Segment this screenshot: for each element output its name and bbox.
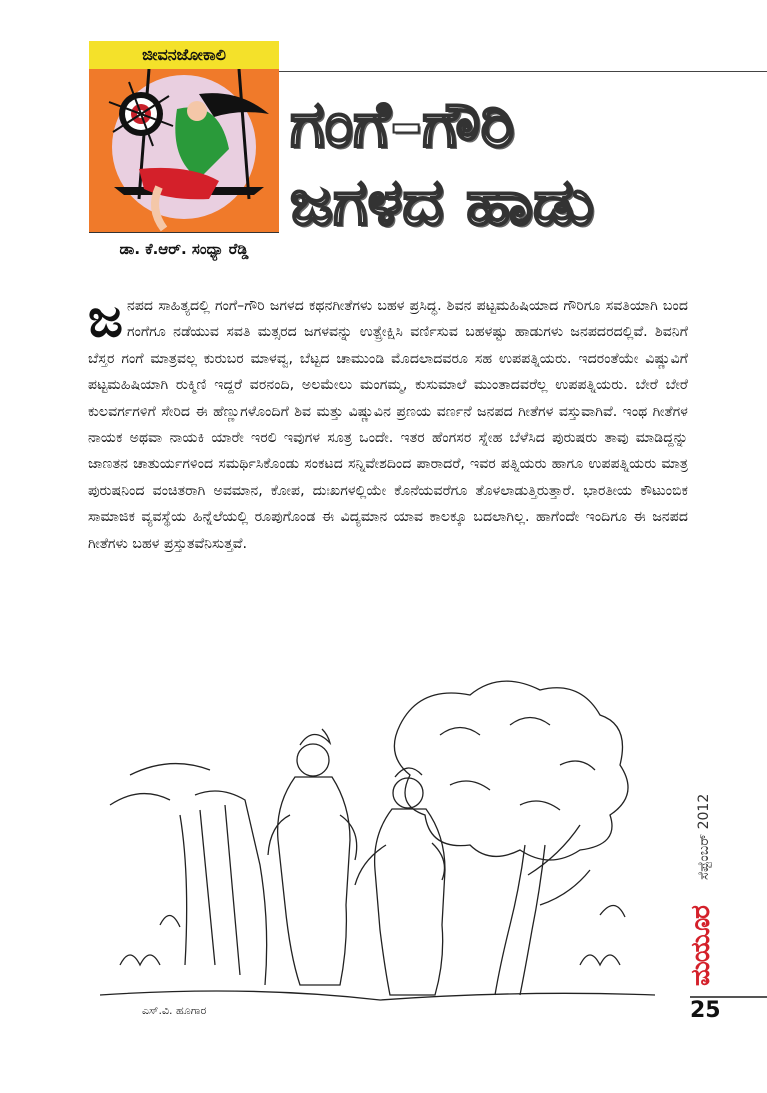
body-paragraph: ನಪದ ಸಾಹಿತ್ಯದಲ್ಲಿ ಗಂಗೆ–ಗೌರಿ ಜಗಳದ ಕಥನಗೀತೆಗಳು ಬಹಳ ಪ್ರಸಿದ್ಧ. ಶಿವನ ಪಟ್ಟಮಹಿಷಿಯಾದ ಗೌರಿಗೂ ಸವತಿಯಾಗಿ ಬಂದ ಗಂಗೆಗೂ ನಡೆಯುವ ಸವತಿ ಮತ್ಸರದ ಜಗಳವನ್ನು ಉತ್ಪ್ರೇಕ್ಷಿಸಿ ವರ್ಣಿಸುವ ಬಹಳಷ್ಟು ಹಾಡುಗಳು ಜನಪದರದಲ್ಲಿವೆ. ಶಿವನಿಗೆ ಬೆಸ್ತರ ಗಂಗೆ ಮಾತ್ರವಲ್ಲ ಕುರುಬರ ಮಾಳವ್ವ, ಬೆಟ್ಟದ ಚಾಮುಂಡಿ ಮೊದಲಾದವರೂ ಸಹ ಉಪಪತ್ನಿಯರು. ಇದರಂತೆಯೇ ವಿಷ್ಣುವಿಗೆ ಪಟ್ಟಮಹಿಷಿಯಾಗಿ ರುಕ್ಮಿಣಿ ಇದ್ದರೆ ವರನಂದಿ, ಅಲಮೇಲು ಮಂಗಮ್ಮ, ಕುಸುಮಾಲೆ ಮುಂತಾದವರೆಲ್ಲ ಉಪಪತ್ನಿಯರು. ಬೇರೆ ಬೇರೆ ಕುಲವರ್ಗಗಳಿಗೆ ಸೇರಿದ ಈ ಹೆಣ್ಣುಗಳೊಂದಿಗೆ ಶಿವ ಮತ್ತು ವಿಷ್ಣುವಿನ ಪ್ರಣಯ ವರ್ಣನೆ ಜನಪದ ಗೀತೆಗಳ ವಸ್ತುವಾಗಿವೆ. ಇಂಥ ಗೀತೆಗಳ ನಾಯಕ ಅಥವಾ ನಾಯಕಿ ಯಾರೇ ಇರಲಿ ಇವುಗಳ ಸೂತ್ರ ಒಂದೇ. ಇತರ ಹೆಂಗಸರ ಸ್ನೇಹ ಬೆಳೆಸಿದ ಪುರುಷರು ತಾವು ಮಾಡಿದ್ದನ್ನು ಜಾಣತನ ಚಾತುರ್ಯಗಳಿಂದ ಸಮರ್ಥಿಸಿಕೊಂಡು ಸಂಕಟದ ಸನ್ನಿವೇಶದಿಂದ ಪಾರಾದರೆ, ಇವರ ಪತ್ನಿಯರು ಹಾಗೂ ಉಪಪತ್ನಿಯರು ಮಾತ್ರ ಪುರುಷನಿಂದ ವಂಚಿತರಾಗಿ ಅವಮಾನ, ಕೋಪ, ದುಃಖಗಳಲ್ಲಿಯೇ ಕೊನೆಯವರೆಗೂ ತೊಳಲಾಡುತ್ತಿರುತ್ತಾರೆ. ಭಾರತೀಯ ಕೌಟುಂಬಿಕ ಸಾಮಾಜಿಕ ವ್ಯವಸ್ಥೆಯ ಹಿನ್ನೆಲೆಯಲ್ಲಿ ರೂಪುಗೊಂಡ ಈ ವಿದ್ಯಮಾನ ಯಾವ ಕಾಲಕ್ಕೂ ಬದಲಾಗಿಲ್ಲ. ಹಾಗೆಂದೇ ಇಂದಿಗೂ ಈ ಜನಪದ ಗೀತೆಗಳು ಬಹಳ ಪ್ರಸ್ತುತವೆನಿಸುತ್ತವೆ. [88, 298, 688, 552]
page-number: 25 [690, 998, 721, 1023]
author-name: ಡಾ. ಕೆ.ಆರ್. ಸಂಧ್ಯಾ ರೆಡ್ಡಿ [119, 240, 249, 258]
header-rule [279, 71, 767, 72]
magazine-brand [686, 906, 717, 986]
column-label-text: ಜೀವನಜೋಕಾಲಿ [142, 45, 226, 64]
title-line-2: ಜಗಳದ ಹಾಡು [290, 166, 595, 240]
column-author [89, 232, 279, 265]
article-body [88, 289, 688, 557]
column-artwork [89, 69, 279, 232]
article-title [290, 86, 750, 242]
swing-woman-illustration [89, 69, 279, 232]
title-line-1: ಗಂಗೆ–ಗೌರಿ [290, 88, 515, 162]
column-label [89, 41, 279, 69]
illustration-credit: ಎಸ್.ವಿ. ಹೂಗಾರ [142, 1004, 207, 1017]
two-women-forest-sketch [100, 665, 655, 1015]
issue-date-text: ಸೆಪ್ಟೆಂಬರ್ 2012 [696, 793, 712, 880]
drop-cap: ಜ [88, 289, 123, 349]
issue-date [696, 794, 712, 880]
article-illustration [100, 665, 655, 1015]
magazine-brand-text: ಮಯೂರ [686, 906, 716, 986]
